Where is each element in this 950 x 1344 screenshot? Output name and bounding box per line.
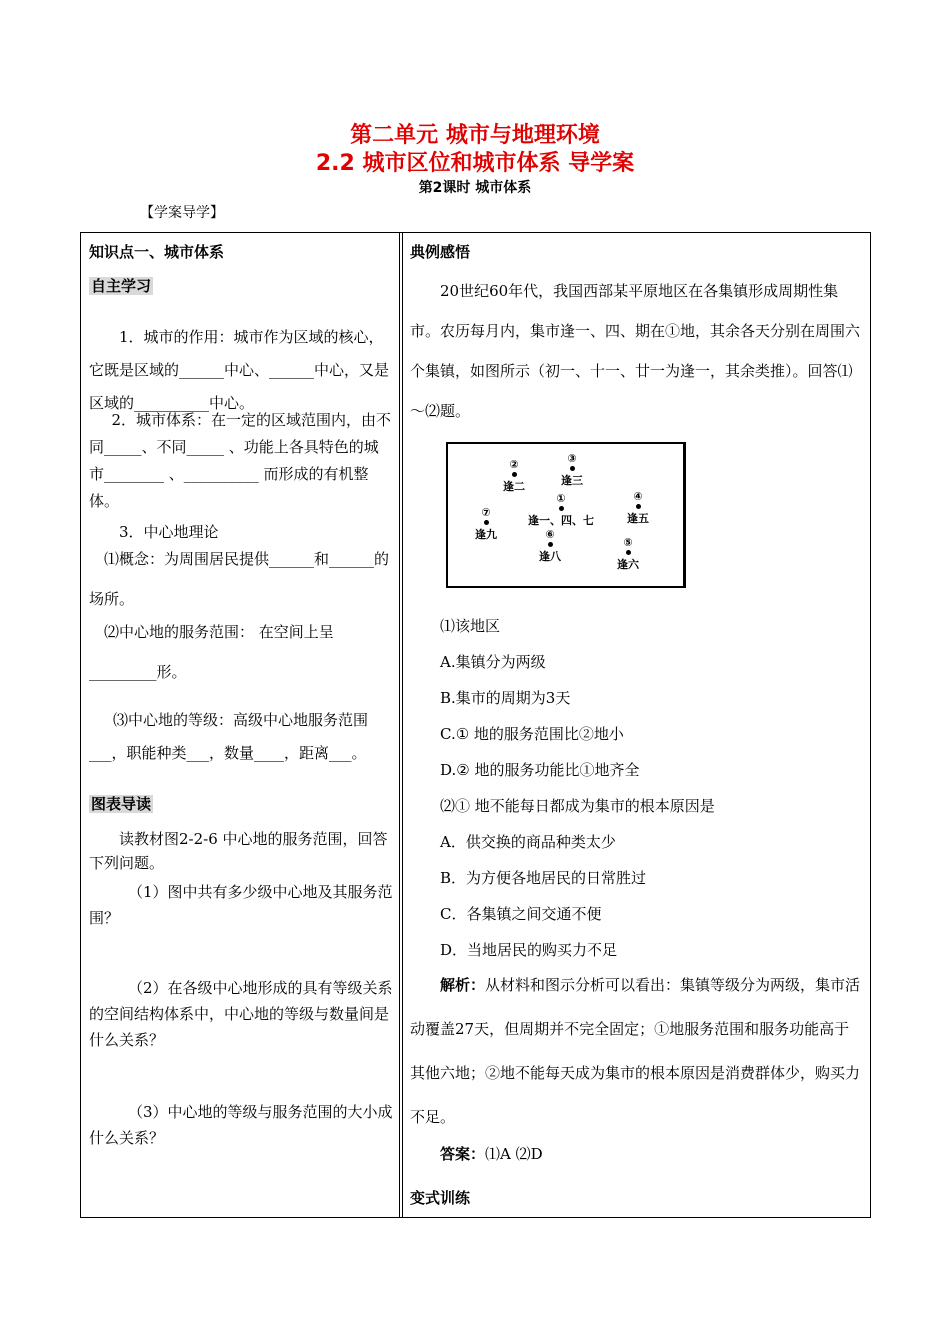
chart-reading-text: 图表导读	[91, 795, 152, 813]
answer	[440, 1143, 543, 1164]
chart-reading-label	[89, 793, 153, 814]
map-node-4	[618, 490, 658, 526]
q1-option-a: A.集镇分为两级	[440, 653, 546, 671]
map-node-6-num: ⑥	[545, 528, 555, 541]
self-study-label	[89, 275, 153, 296]
map-dot	[548, 542, 553, 547]
map-dot	[626, 550, 631, 555]
q1-stem: ⑴该地区	[440, 617, 501, 635]
reading-question-1: （1）图中共有多少级中心地及其服务范围？	[89, 883, 393, 927]
q1-option-c: C.① 地的服务范围比②地小	[440, 725, 624, 743]
answer-label: 答案：	[440, 1145, 486, 1163]
map-node-1-label: 逢一、四、七	[528, 514, 594, 527]
map-node-2-label: 逢二	[503, 480, 525, 493]
map-node-3	[552, 452, 592, 488]
map-node-3-num: ③	[567, 452, 577, 465]
question-3-3: ⑶中心地的等级：高级中心地服务范围___，职能种类___，数量____，距离___。	[89, 711, 369, 762]
market-map	[446, 442, 686, 588]
analysis-text: 从材料和图示分析可以看出：集镇等级分为两级，集市活动覆盖27天，但周期并不完全固定；①地服务范围和服务功能高于其他六地；②地不能每天成为集市的根本原因是消费群体少，购买力不足。	[410, 976, 861, 1126]
example-stem: 20世纪60年代，我国西部某平原地区在各集镇形成周期性集市。农历每月内，集市逢一、四、期在①地，其余各天分别在周围六个集镇，如图所示（初一、十一、廿一为逢一，其余类推）。回答⑴～⑵题。	[410, 282, 861, 420]
map-node-7-label: 逢九	[475, 528, 497, 541]
variant-heading: 变式训练	[410, 1189, 471, 1207]
example-heading: 典例感悟	[410, 243, 471, 261]
question-3-2b: _________形。	[89, 663, 187, 681]
map-node-2	[494, 458, 534, 494]
question-3-title: 3．中心地理论	[119, 523, 219, 541]
q2-option-b: B．为方便各地居民的日常胜过	[440, 869, 647, 887]
q1-option-b: B.集市的周期为3天	[440, 689, 571, 707]
question-1: 1．城市的作用：城市作为区域的核心，它既是区域的______中心、______中心，又是区域的__________中心。	[89, 328, 390, 412]
map-dot	[559, 506, 564, 511]
q2-option-d: D．当地居民的购买力不足	[440, 941, 618, 959]
map-node-4-num: ④	[633, 490, 643, 503]
knowledge-heading: 知识点一、城市体系	[89, 243, 225, 261]
section-tag: 【学案导学】	[140, 205, 224, 221]
reading-question-2: （2）在各级中心地形成的具有等级关系的空间结构体系中，中心地的等级与数量间是什么关系？	[89, 979, 393, 1049]
q2-option-a: A．供交换的商品种类太少	[440, 833, 616, 851]
map-node-2-num: ②	[509, 458, 519, 471]
question-2: 2．城市体系：在一定的区域范围内，由不同_____、不同_____ 、功能上各具特色的城市________ 、__________ 而形成的有机整体。	[89, 411, 392, 510]
map-node-4-label: 逢五	[627, 512, 649, 525]
analysis	[410, 963, 862, 1139]
period-title: 第2课时 城市体系	[418, 180, 532, 196]
unit-title: 第二单元 城市与地理环境	[350, 123, 600, 148]
analysis-label: 解析：	[440, 976, 486, 994]
map-node-7-num: ⑦	[481, 506, 491, 519]
map-node-5	[608, 536, 648, 572]
map-node-1	[526, 492, 596, 528]
reading-intro: 读教材图2-2-6 中心地的服务范围，回答下列问题。	[89, 830, 388, 872]
self-study-text: 自主学习	[91, 277, 152, 295]
q1-option-d: D.② 地的服务功能比①地齐全	[440, 761, 640, 779]
map-dot	[636, 504, 641, 509]
question-3-1: ⑴概念：为周围居民提供______和______的场所。	[89, 550, 390, 608]
map-node-1-num: ①	[556, 492, 566, 505]
map-dot	[512, 472, 517, 477]
q2-option-c: C．各集镇之间交通不便	[440, 905, 602, 923]
map-node-5-label: 逢六	[617, 558, 639, 571]
guide-table	[80, 232, 871, 1218]
map-node-5-num: ⑤	[623, 536, 633, 549]
map-node-6	[530, 528, 570, 564]
map-dot	[570, 466, 575, 471]
column-divider	[399, 233, 403, 1217]
map-node-7	[466, 506, 506, 542]
lesson-title: 2.2 城市区位和城市体系 导学案	[315, 151, 635, 176]
map-dot	[484, 520, 489, 525]
map-node-6-label: 逢八	[539, 550, 561, 563]
reading-question-3: （3）中心地的等级与服务范围的大小成什么关系？	[89, 1103, 393, 1147]
question-3-2a: ⑵中心地的服务范围： 在空间上呈	[104, 623, 334, 641]
q2-stem: ⑵① 地不能每日都成为集市的根本原因是	[440, 797, 715, 815]
map-node-3-label: 逢三	[561, 474, 583, 487]
answer-text: ⑴A ⑵D	[485, 1145, 543, 1163]
